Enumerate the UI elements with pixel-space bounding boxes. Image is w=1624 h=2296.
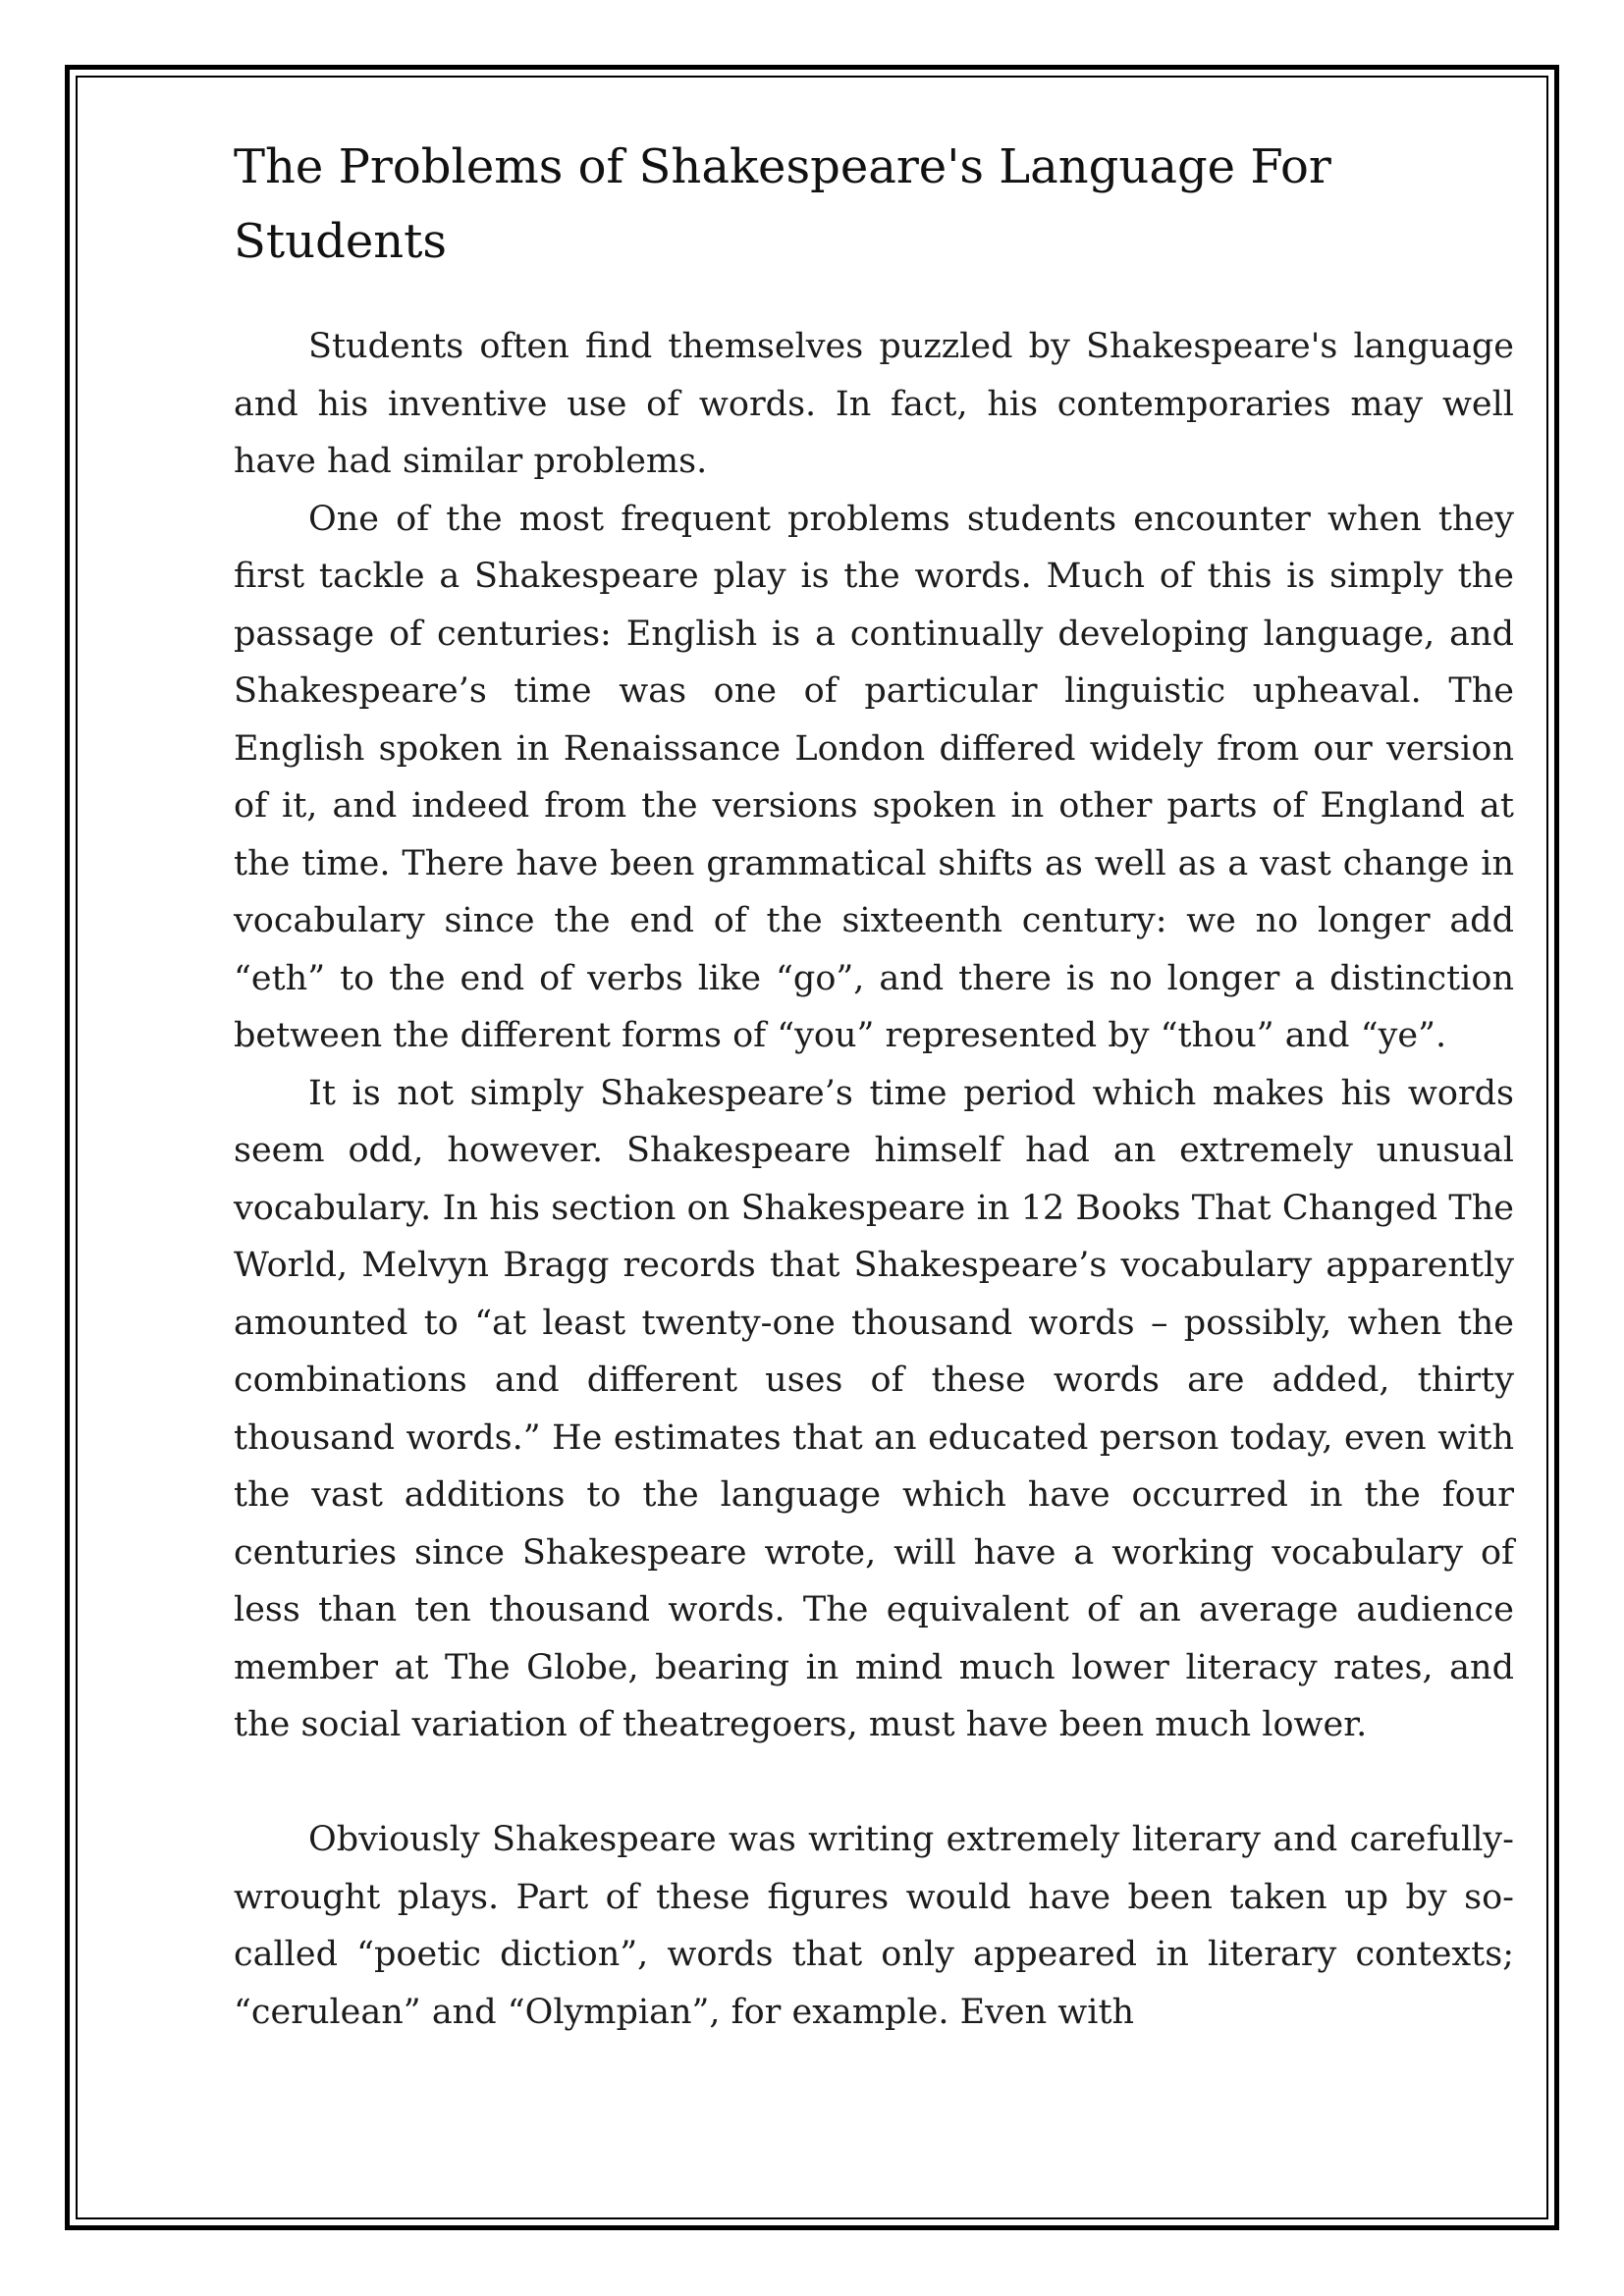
paragraph: One of the most frequent problems students encounter when they first tackle a Shakespeare play is the words. Much of this is simply the passage of centuries: English is a continually developing language, and Shakespeare’s time was one of particular linguistic upheaval. The English spoken in Renaissance London differed widely from our version of it, and indeed from the versions spoken in other parts of England at the time. There have been grammatical shifts as well as a vast change in vocabulary since the end of the sixteenth century: we no longer add “eth” to the end of verbs like “go”, and there is no longer a distinction between the different forms of “you” represented by “thou” and “ye”. [234,499,1514,1055]
document-content [234,130,1514,2041]
blank-line [234,1754,1514,1812]
document-title: The Problems of Shakespeare's Language For Students [234,139,1331,269]
document-body [234,318,1514,2041]
paragraph: It is not simply Shakespeare’s time period which makes his words seem odd, however. Shakespeare himself had an extremely unusual vocabulary. In his section on Shakespeare in 12 Books That Changed The World, Melvyn Bragg records that Shakespeare’s vocabulary apparently amounted to “at least twenty-one thousand words – possibly, when the combinations and different uses of these words are added, thirty thousand words.” He estimates that an educated person today, even with the vast additions to the language which have occurred in the four centuries since Shakespeare wrote, will have a working vocabulary of less than ten thousand words. The equivalent of an average audience member at The Globe, bearing in mind much lower literacy rates, and the social variation of theatregoers, must have been much lower. [234,1073,1514,1744]
paragraph: Students often find themselves puzzled by Shakespeare's language and his inventive use of words. In fact, his contemporaries may well have had similar problems. [234,327,1514,481]
paragraph: Obviously Shakespeare was writing extremely literary and carefully-wrought plays. Part of these figures would have been taken up by so-called “poetic diction”, words that only appeared in literary contexts; “cerulean” and “Olympian”, for example. Even with [234,1820,1514,2032]
